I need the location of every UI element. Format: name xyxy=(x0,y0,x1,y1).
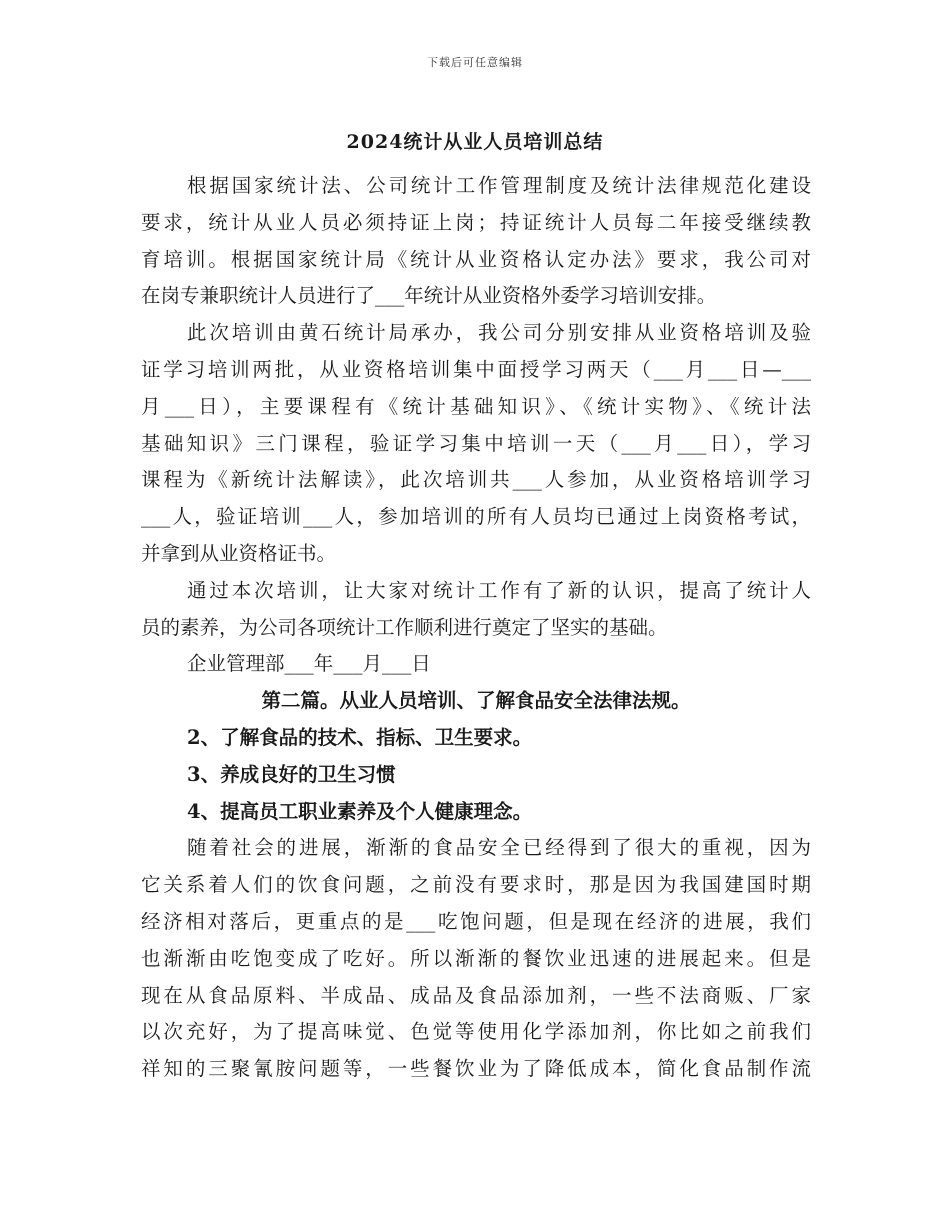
list-item: 3、养成良好的卫生习惯 xyxy=(187,762,396,786)
paragraph-line: 课程为《新统计法解读》，此次培训共___人参加，从业资格培训学习 xyxy=(141,468,811,492)
signature-line: 企业管理部___年___月___日 xyxy=(187,652,431,676)
list-item: 2、了解食品的技术、指标、卫生要求。 xyxy=(187,725,533,749)
paragraph-line: 以次充好，为了提高味觉、色觉等使用化学添加剂，你比如之前我们 xyxy=(141,1020,811,1044)
paragraph-line: 也渐渐由吃饱变成了吃好。所以渐渐的餐饮业迅速的进展起来。但是 xyxy=(141,946,811,970)
paragraph-line: 现在从食品原料、半成品、成品及食品添加剂，一些不法商贩、厂家 xyxy=(141,983,811,1007)
paragraph-line: 经济相对落后，更重点的是___吃饱问题，但是现在经济的进展，我们 xyxy=(141,909,811,933)
paragraph-line: 在岗专兼职统计人员进行了___年统计从业资格外委学习培训安排。 xyxy=(141,284,717,308)
paragraph-line: 根据国家统计法、公司统计工作管理制度及统计法律规范化建设 xyxy=(187,174,811,197)
paragraph-line: 此次培训由黄石统计局承办，我公司分别安排从业资格培训及验 xyxy=(187,321,811,345)
paragraph-line: ___人，验证培训___人，参加培训的所有人员均已通过上岗资格考试， xyxy=(141,505,811,529)
paragraph-line: 并拿到从业资格证书。 xyxy=(141,541,337,565)
paragraph-line: 证学习培训两批，从业资格培训集中面授学习两天（___月___日—___ xyxy=(141,357,811,381)
paragraph-line: 通过本次培训，让大家对统计工作有了新的认识，提高了统计人 xyxy=(187,578,811,602)
paragraph-line: 它关系着人们的饮食问题，之前没有要求时，那是因为我国建国时期 xyxy=(141,873,811,897)
paragraph-line: 祥知的三聚氰胺问题等，一些餐饮业为了降低成本，简化食品制作流 xyxy=(141,1057,811,1081)
header-note: 下载后可任意编辑 xyxy=(427,56,523,69)
document-body xyxy=(141,168,811,1088)
paragraph-line: 基础知识》三门课程，验证学习集中培训一天（___月___日），学习 xyxy=(141,431,811,455)
paragraph-line: 员的素养，为公司各项统计工作顺利进行奠定了坚实的基础。 xyxy=(141,615,668,639)
document-title: 2024统计从业人员培训总结 xyxy=(346,131,604,153)
list-item: 4、提高员工职业素养及个人健康理念。 xyxy=(187,799,533,823)
paragraph-line: 要求，统计从业人员必须持证上岗；持证统计人员每二年接受继续教 xyxy=(141,210,811,234)
paragraph-line: 随着社会的进展，渐渐的食品安全已经得到了很大的重视，因为 xyxy=(187,836,811,860)
paragraph-line: 育培训。根据国家统计局《统计从业资格认定办法》要求，我公司对 xyxy=(141,247,811,271)
paragraph-line: 月___日），主要课程有《统计基础知识》、《统计实物》、《统计法 xyxy=(141,394,811,418)
section-heading: 第二篇。从业人员培训、了解食品安全法律法规。 xyxy=(261,689,691,713)
